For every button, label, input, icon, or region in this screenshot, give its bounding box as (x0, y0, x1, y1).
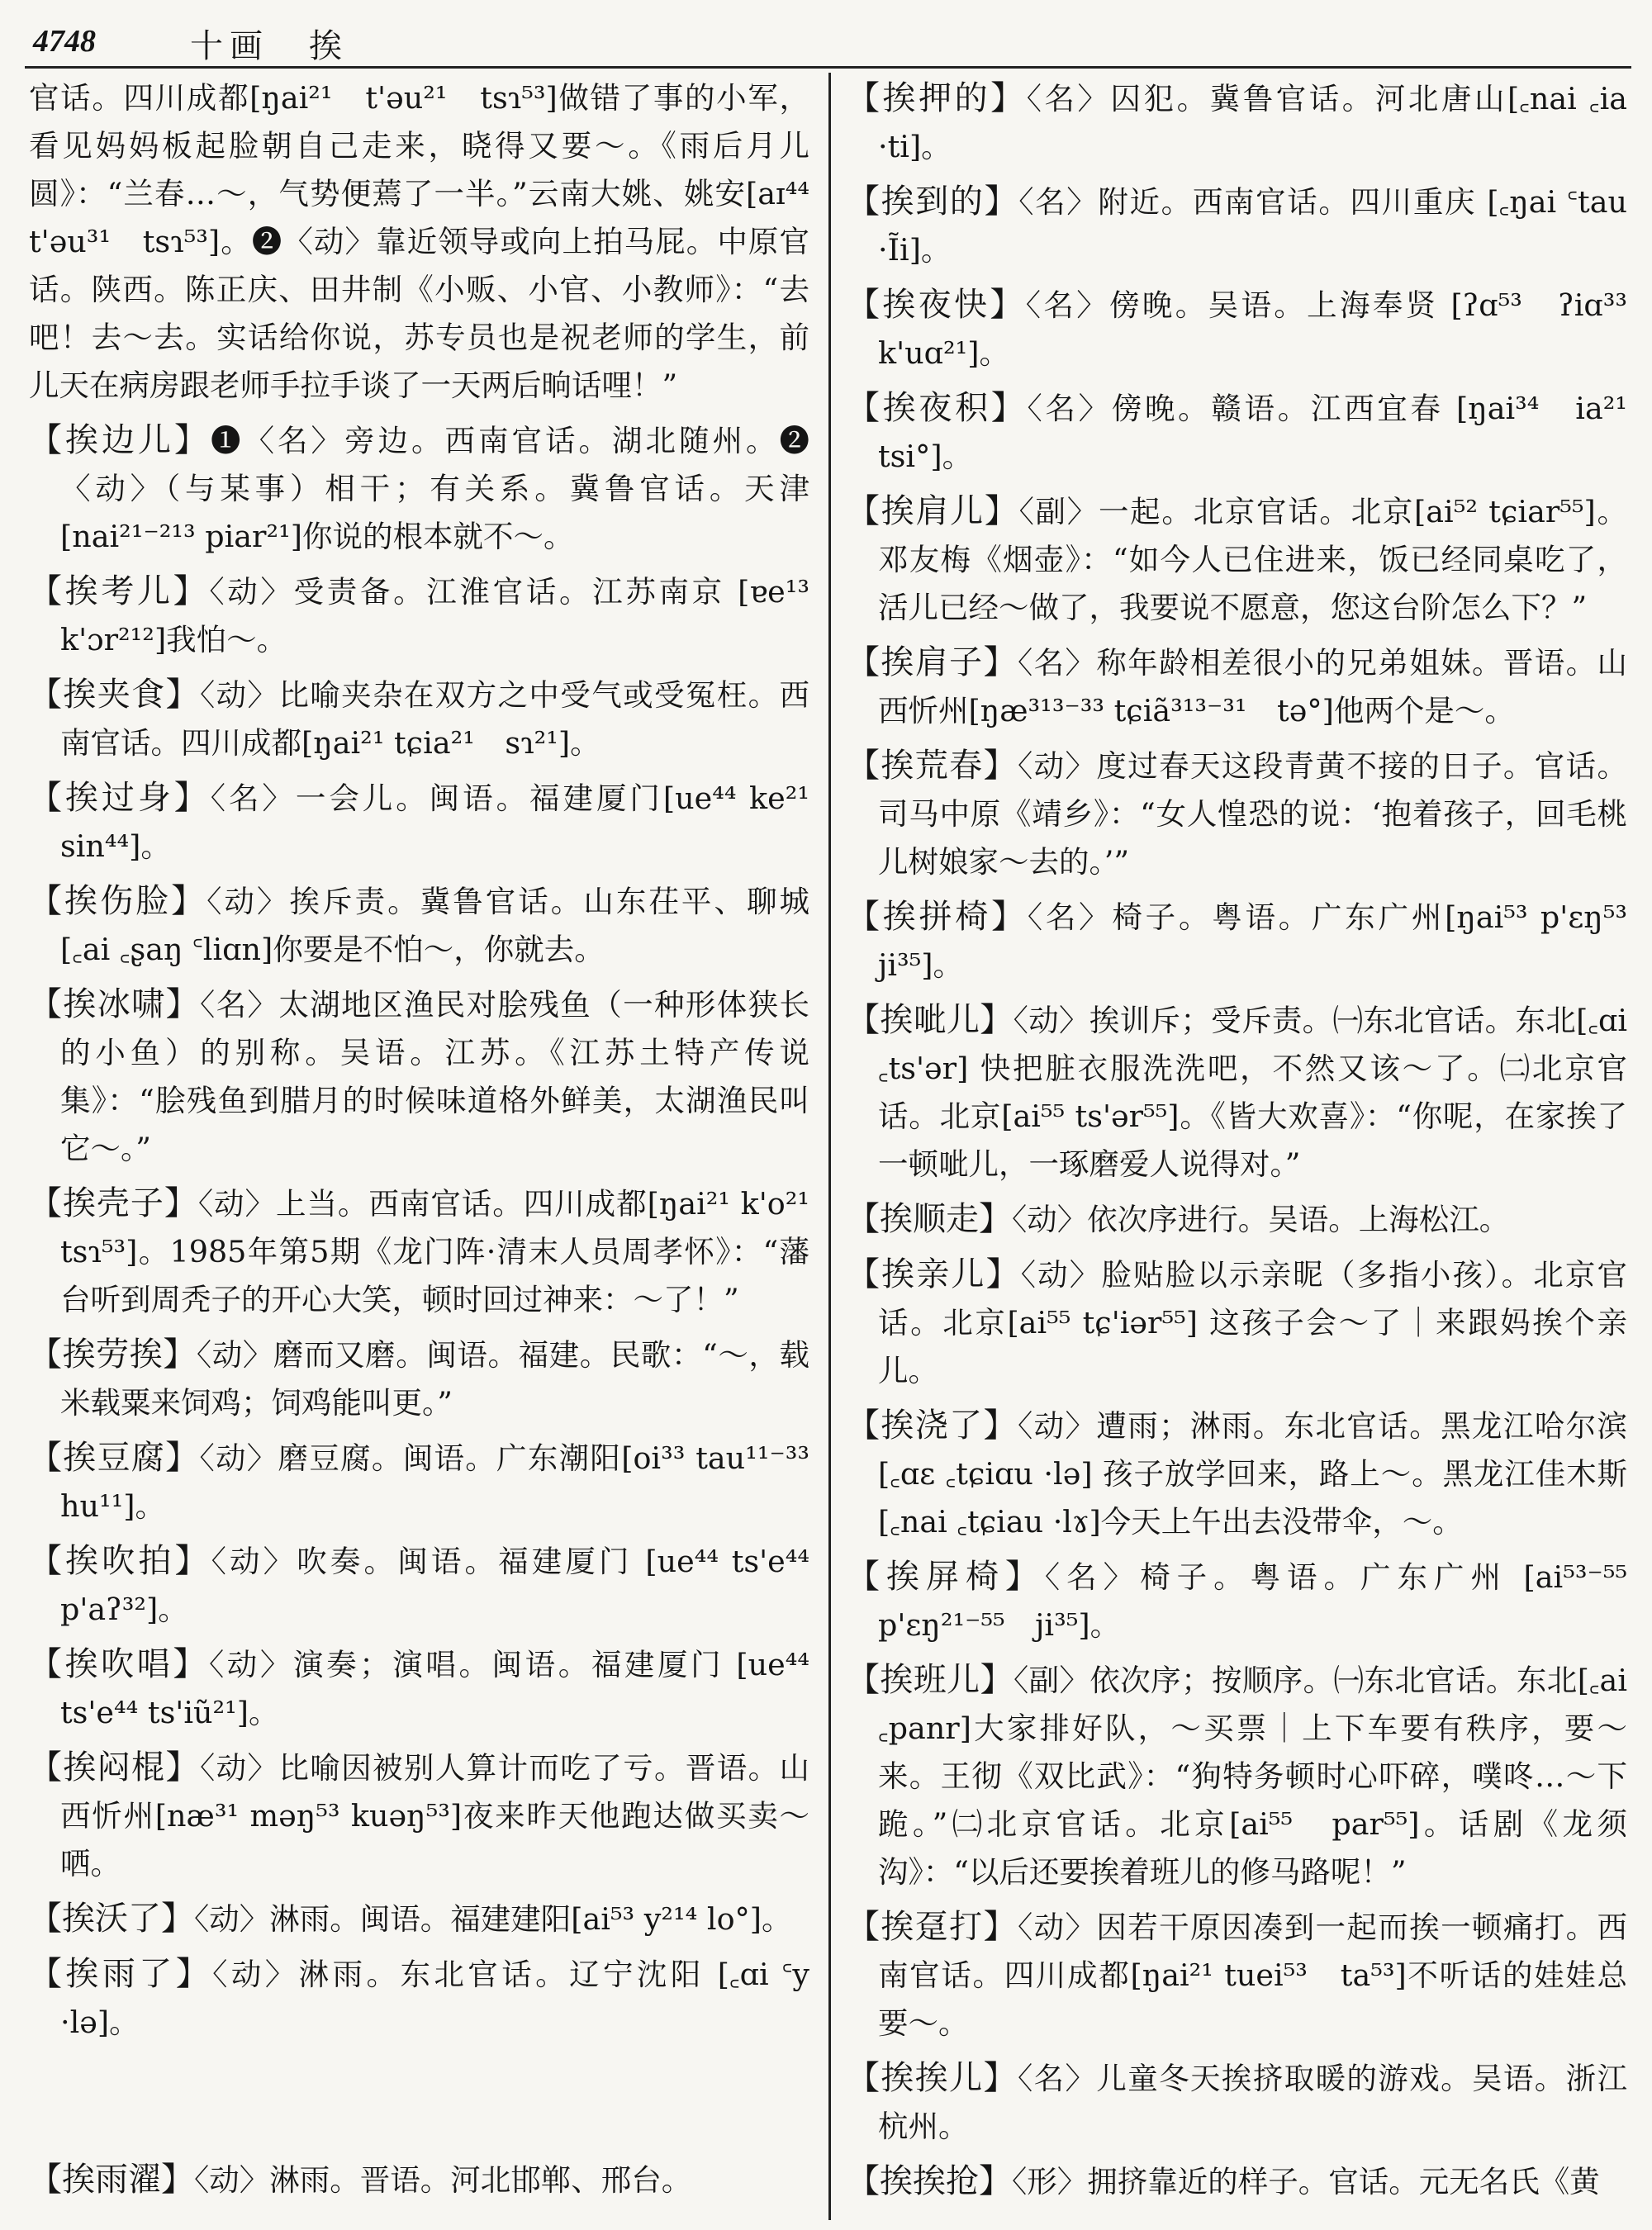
entry-headword: 【挨吹拍】 (29, 1542, 211, 1580)
entry-headword: 【挨浇了】 (847, 1407, 1018, 1445)
dictionary-entry (847, 1553, 1627, 1649)
dictionary-entry (847, 1250, 1627, 1395)
entry-definition: 〈名〉椅子。粤语。广东广州 [ai⁵³⁻⁵⁵ p'ɛŋ²¹⁻⁵⁵ ji³⁵]。 (878, 1559, 1628, 1643)
dictionary-entry (29, 1895, 809, 1943)
entry-headword: 【挨雨濯】 (29, 2161, 194, 2199)
dictionary-entry (847, 1656, 1627, 1896)
entry-headword: 【挨肩儿】 (847, 492, 1019, 530)
entry-headword: 【挨沃了】 (29, 1900, 194, 1938)
dictionary-entry (29, 1179, 840, 1324)
dictionary-entry (29, 1331, 809, 1427)
entry-definition: 〈动〉磨豆腐。闽语。广东潮阳[oi³³ tau¹¹⁻³³ hu¹¹]。 (60, 1440, 809, 1524)
dictionary-entry (847, 74, 1627, 171)
dictionary-entry (29, 416, 809, 561)
entry-headword: 【挨班儿】 (847, 1661, 1014, 1699)
dictionary-entry (847, 893, 1627, 989)
dictionary-entry (29, 1434, 809, 1530)
entry-headword: 【挨夜快】 (847, 286, 1026, 324)
entry-definition: 〈动〉上当。西南官话。四川成都[ŋai²¹ k'o²¹ tsɿ⁵³]。1985年第5期《龙门阵·清末人员周孝怀》：“藩台听到周秃子的开心大笑，顿时回过神来：～了！” (60, 1186, 840, 1317)
entry-headword: 【挨荒春】 (847, 747, 1018, 785)
entry-headword: 【挨伤脸】 (29, 882, 207, 920)
entry-definition: 〈名〉儿童冬天挨挤取暖的游戏。吴语。浙江杭州。 (878, 2061, 1628, 2144)
entry-headword: 【挨肩子】 (847, 643, 1018, 681)
dictionary-entry (29, 1744, 809, 1888)
right-column (847, 74, 1627, 2213)
entry-headword: 【挨豆腐】 (29, 1439, 200, 1477)
entry-definition: 〈名〉傍晚。赣语。江西宜春 [ŋai³⁴ ia²¹ tsi°]。 (878, 391, 1627, 474)
entry-headword: 【挨拼椅】 (847, 898, 1028, 936)
entry-definition: 〈动〉比喻夹杂在双方之中受气或受冤枉。西南官话。四川成都[ŋai²¹ tɕia²¹ sɿ²¹]。 (60, 677, 810, 761)
dictionary-entry (29, 1950, 809, 2047)
entry-definition: 〈名〉囚犯。冀鲁官话。河北唐山[꜀nai ꜀ia ·ti]。 (878, 81, 1627, 164)
entry-definition: 〈动〉淋雨。闽语。福建建阳[ai⁵³ y²¹⁴ lo°]。 (194, 1901, 792, 1937)
entry-headword: 【挨到的】 (847, 183, 1019, 221)
dictionary-entry (29, 1537, 809, 1634)
entry-headword: 【挨劳挨】 (29, 1336, 197, 1374)
entry-definition: 〈动〉淋雨。东北官话。辽宁沈阳 [꜀ɑi ꜂y ·lə]。 (60, 1957, 809, 2040)
entry-headword: 【挨夹食】 (29, 676, 200, 714)
entry-definition: 〈名〉附近。西南官话。四川重庆 [꜀ŋai ꜂tau ·Ĩi]。 (878, 184, 1627, 268)
entry-definition: 〈动〉淋雨。晋语。河北邯郸、邢台。 (194, 2162, 692, 2198)
entry-definition: 官话。四川成都[ŋai²¹ t'əu²¹ tsɿ⁵³]做错了事的小军，看见妈妈板起脸朝自己走来，晓得又要～。《雨后月儿圆》：“兰春…～，气势便蔫了一半。”云南大姚、姚安[aɪ⁴⁴ t'əu³¹ tsɿ⁵³]。❷〈动〉靠近领导或向上拍马屁。中原官话。陕西。陈正庆、田井制《小贩、小官、小教师》：“去吧！去～去。实话给你说，苏专员也是祝老师的学生，前儿天在病房跟老师手拉手谈了一天两后晌话哩！” (29, 80, 809, 403)
entry-definition: 〈动〉受责备。江淮官话。江苏南京 [ɐe¹³ k'ɔr²¹²]我怕～。 (60, 574, 809, 657)
entry-definition: 〈动〉度过春天这段青黄不接的日子。官话。司马中原《靖乡》：“女人惶恐的说：‘抱着孩子，回毛桃儿树娘家～去的。’” (878, 748, 1628, 880)
entry-headword: 【挨挨儿】 (847, 2059, 1018, 2097)
dictionary-entry (847, 2157, 1627, 2206)
entry-headword: 【挨边儿】 (29, 421, 211, 459)
entry-definition: ❶〈名〉旁边。西南官话。湖北随州。❷〈动〉（与某事）相干；有关系。冀鲁官话。天津 [nai²¹⁻²¹³ piar²¹]你说的根本就不～。 (60, 423, 809, 554)
entry-definition: 〈名〉称年龄相差很小的兄弟姐妹。晋语。山西忻州[ŋæ³¹³⁻³³ tɕiã³¹³⁻³¹ tə°]他两个是～。 (878, 645, 1628, 728)
dictionary-entry (29, 980, 809, 1173)
header-rule (25, 66, 1631, 69)
entry-definition: 〈副〉依次序；按顺序。㈠东北官话。东北[꜀ai ꜀panr]大家排好队，～买票｜上下车要有秩序，要～来。王彻《双比武》：“狗特务顿时心吓碎，噗咚…～下跪。”㈡北京官话。北京[ai⁵⁵ par⁵⁵]。话剧《龙须沟》：“以后还要挨着班儿的修马路呢！” (878, 1663, 1627, 1890)
entry-headword: 【挨过身】 (29, 779, 211, 817)
entry-definition: 〈动〉演奏；演唱。闽语。福建厦门 [ue⁴⁴ ts'e⁴⁴ ts'iũ²¹]。 (60, 1647, 810, 1730)
dictionary-entry (847, 281, 1627, 377)
entry-definition: 〈动〉遭雨；淋雨。东北官话。黑龙江哈尔滨 [꜀ɑɛ ꜀tɕiɑu ·lə] 孩子放学回来，路上～。黑龙江佳木斯[꜀nai ꜀tɕiau ·lɤ]今天上午出去没带伞，～。 (878, 1408, 1628, 1540)
dictionary-entry (29, 877, 809, 974)
entry-definition: 〈动〉脸贴脸以示亲昵（多指小孩）。北京官话。北京[ai⁵⁵ tɕ'iər⁵⁵] 这孩子会～了｜来跟妈挨个亲儿。 (878, 1257, 1628, 1388)
entry-headword: 【挨呲儿】 (847, 1001, 1014, 1039)
dictionary-entry (847, 487, 1627, 632)
dictionary-entry (847, 742, 1627, 886)
entry-headword: 【挨顺走】 (847, 1200, 1012, 1238)
section-title: 十画 挨 (190, 27, 349, 65)
entry-headword: 【挨考儿】 (29, 572, 210, 610)
entry-definition: 〈副〉一起。北京官话。北京[ai⁵² tɕiar⁵⁵]。邓友梅《烟壶》：“如今人已住进来，饭已经同桌吃了，活儿已经～做了，我要说不愿意，您这台阶怎么下？” (878, 494, 1628, 625)
entry-headword: 【挨雨了】 (29, 1955, 213, 1993)
entry-definition: 〈形〉拥挤靠近的样子。官话。元无名氏《黄 (1012, 2164, 1600, 2199)
dictionary-entry (29, 1640, 809, 1737)
entry-definition: 〈动〉比喻因被别人算计而吃了亏。晋语。山西忻州[næ³¹ məŋ⁵³ kuəŋ⁵³]夜来昨天他跑达做买卖～哂。 (60, 1750, 810, 1881)
entry-continuation (29, 74, 809, 410)
dictionary-entry (847, 1903, 1627, 2047)
entry-headword: 【挨夜积】 (847, 389, 1028, 427)
left-column (29, 74, 840, 2053)
dictionary-entry (29, 2156, 809, 2204)
entry-headword: 【挨冰啸】 (29, 985, 200, 1023)
dictionary-entry (29, 671, 809, 767)
entry-definition: 〈动〉挨训斥；受斥责。㈠东北官话。东北[꜀ɑi ꜀ts'ər] 快把脏衣服洗洗吧，不然又该～了。㈡北京官话。北京[ai⁵⁵ ts'ər⁵⁵]。《皆大欢喜》：“你呢，在家挨了一顿呲儿，一琢磨爱人说得对。” (878, 1003, 1627, 1182)
entry-definition: 〈名〉傍晚。吴语。上海奉贤 [ʔɑ⁵³ ʔiɑ³³ k'uɑ²¹]。 (878, 287, 1627, 371)
dictionary-entry (847, 638, 1627, 735)
dictionary-entry (29, 567, 809, 664)
page-number: 4748 (33, 24, 96, 59)
left-column-last-entry (29, 2156, 809, 2211)
entry-headword: 【挨壳子】 (29, 1184, 198, 1222)
entry-headword: 【挨挨抢】 (847, 2162, 1012, 2200)
entry-headword: 【挨押的】 (847, 79, 1027, 117)
column-divider (828, 73, 831, 2220)
entry-definition: 〈动〉挨斥责。冀鲁官话。山东茌平、聊城 [꜀ai ꜀ʂaŋ ꜂liɑn]你要是不怕～，你就去。 (60, 884, 810, 967)
entry-headword: 【挨吹唱】 (29, 1645, 209, 1683)
dictionary-entry (847, 1402, 1627, 1546)
dictionary-entry (29, 774, 809, 871)
entry-definition: 〈名〉一会儿。闽语。福建厦门[ue⁴⁴ ke²¹ sin⁴⁴]。 (60, 780, 809, 864)
entry-definition: 〈动〉因若干原因凑到一起而挨一顿痛打。西南官话。四川成都[ŋai²¹ tuei⁵³ ta⁵³]不听话的娃娃总要～。 (878, 1910, 1628, 2041)
dictionary-entry (847, 1195, 1627, 1244)
entry-definition: 〈动〉依次序进行。吴语。上海松江。 (1012, 1202, 1510, 1237)
entry-headword: 【挨亲儿】 (847, 1255, 1021, 1293)
entry-headword: 【挨闷棍】 (29, 1748, 200, 1786)
dictionary-entry (847, 384, 1627, 481)
dictionary-entry (847, 996, 1627, 1189)
entry-definition: 〈名〉椅子。粤语。广东广州[ŋai⁵³ p'ɛŋ⁵³ ji³⁵]。 (878, 899, 1628, 983)
entry-headword: 【挨屏椅】 (847, 1558, 1045, 1596)
entry-definition: 〈名〉太湖地区渔民对脍残鱼（一种形体狭长的小鱼）的别称。吴语。江苏。《江苏土特产传说集》：“脍残鱼到腊月的时候味道格外鲜美，太湖渔民叫它～。” (60, 987, 810, 1166)
dictionary-entry (847, 178, 1627, 274)
dictionary-entry (847, 2054, 1627, 2151)
entry-definition: 〈动〉磨而又磨。闽语。福建。民歌：“～，载米载粟来饲鸡；饲鸡能叫更。” (60, 1337, 809, 1421)
entry-headword: 【挨趸打】 (847, 1908, 1018, 1946)
entry-definition: 〈动〉吹奏。闽语。福建厦门 [ue⁴⁴ ts'e⁴⁴ p'aʔ³²]。 (60, 1544, 809, 1627)
